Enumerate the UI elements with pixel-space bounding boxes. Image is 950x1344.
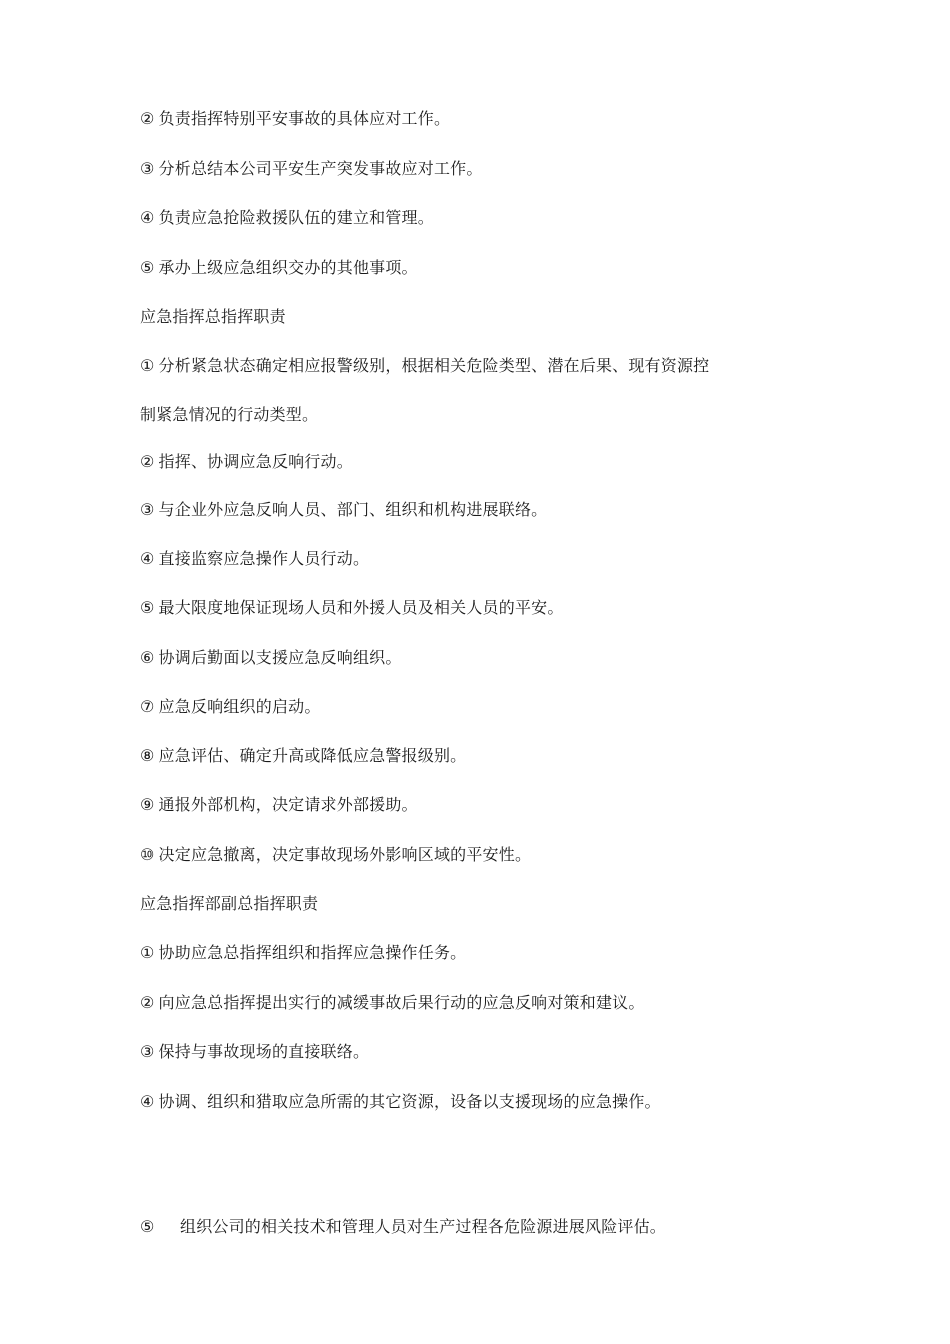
item-text: 承办上级应急组织交办的其他事项。 — [158, 258, 418, 277]
list-item — [140, 1041, 369, 1063]
list-item — [140, 108, 450, 130]
item-number: ⑨ — [140, 795, 155, 814]
list-item — [140, 647, 402, 669]
item-text: 应急评估、确定升高或降低应急警报级别。 — [158, 746, 467, 765]
item-text: 通报外部机构，决定请求外部援助。 — [158, 795, 418, 814]
section-heading: 应急指挥总指挥职责 — [140, 307, 286, 326]
item-text: 保持与事故现场的直接联络。 — [158, 1042, 370, 1061]
item-number: ② — [140, 452, 155, 471]
list-item — [140, 548, 369, 570]
list-item — [140, 794, 418, 816]
item-number: ③ — [140, 159, 155, 178]
list-item — [140, 257, 418, 279]
item-number: ④ — [140, 1092, 155, 1111]
item-number: ④ — [140, 208, 155, 227]
item-number: ⑤ — [140, 258, 155, 277]
item-text: 决定应急撤离，决定事故现场外影响区域的平安性。 — [158, 845, 532, 864]
item-number: ⑤ — [140, 1217, 155, 1236]
list-item — [140, 1216, 666, 1238]
item-text: 分析总结本公司平安生产突发事故应对工作。 — [158, 159, 483, 178]
list-item — [140, 1091, 661, 1113]
item-text: 应急反响组织的启动。 — [158, 697, 321, 716]
item-text: 直接监察应急操作人员行动。 — [158, 549, 370, 568]
item-text: 协调、组织和猎取应急所需的其它资源，设备以支援现场的应急操作。 — [158, 1092, 661, 1111]
item-text: 指挥、协调应急反响行动。 — [158, 452, 353, 471]
item-text: 协调后勤面以支援应急反响组织。 — [158, 648, 402, 667]
item-text: 与企业外应急反响人员、部门、组织和机构进展联络。 — [158, 500, 548, 519]
item-text: 协助应急总指挥组织和指挥应急操作任务。 — [158, 943, 467, 962]
item-text: 组织公司的相关技术和管理人员对生产过程各危险源进展风险评估。 — [180, 1217, 667, 1236]
section-heading: 应急指挥部副总指挥职责 — [140, 894, 319, 913]
item-number: ⑤ — [140, 598, 155, 617]
list-item — [140, 355, 709, 377]
item-number: ③ — [140, 1042, 155, 1061]
item-text: 负责应急抢险救援队伍的建立和管理。 — [158, 208, 434, 227]
list-item — [140, 992, 645, 1014]
list-item — [140, 207, 434, 229]
list-item-continuation: 制紧急情况的行动类型。 — [140, 405, 319, 424]
list-item — [140, 745, 466, 767]
item-number: ① — [140, 356, 155, 375]
item-number: ⑦ — [140, 697, 155, 716]
list-item — [140, 158, 483, 180]
item-number: ② — [140, 109, 155, 128]
item-text: 分析紧急状态确定相应报警级别，根据相关危险类型、潜在后果、现有资源控 — [158, 356, 710, 375]
list-item — [140, 451, 353, 473]
item-number: ④ — [140, 549, 155, 568]
item-text: 向应急总指挥提出实行的减缓事故后果行动的应急反响对策和建议。 — [158, 993, 645, 1012]
item-number: ⑩ — [140, 845, 155, 864]
item-number: ② — [140, 993, 155, 1012]
item-number: ⑧ — [140, 746, 155, 765]
list-item — [140, 942, 466, 964]
item-number: ① — [140, 943, 155, 962]
item-number: ③ — [140, 500, 155, 519]
item-number: ⑥ — [140, 648, 155, 667]
list-item — [140, 597, 564, 619]
list-item — [140, 844, 531, 866]
list-item — [140, 499, 547, 521]
item-text: 负责指挥特别平安事故的具体应对工作。 — [158, 109, 451, 128]
list-item — [140, 696, 321, 718]
item-text: 最大限度地保证现场人员和外援人员及相关人员的平安。 — [158, 598, 564, 617]
